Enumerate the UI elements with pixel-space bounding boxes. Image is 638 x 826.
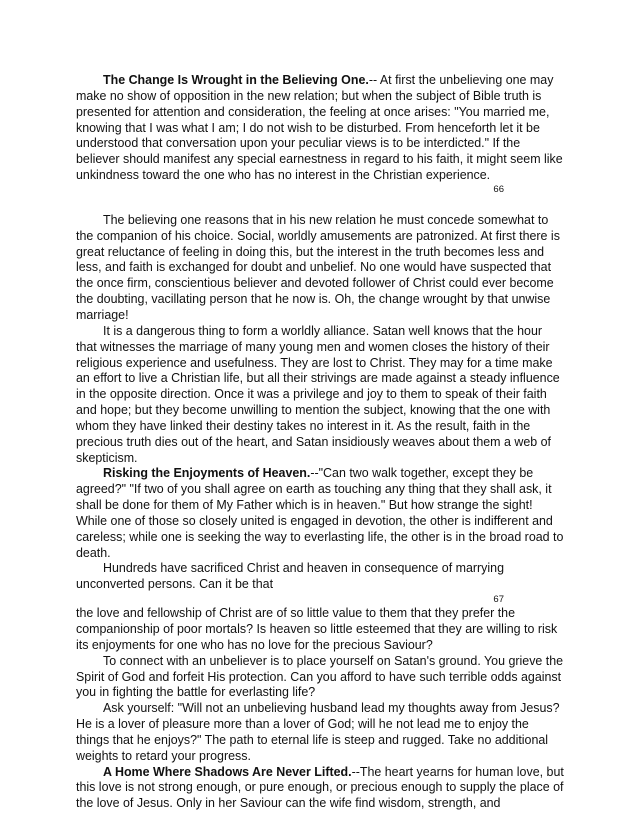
section-heading: A Home Where Shadows Are Never Lifted. (103, 764, 352, 779)
section-heading: The Change Is Wrought in the Believing One. (103, 73, 369, 87)
paragraph-continued: the love and fellowship of Christ are of so little value to them that they prefer the companionship of poor mortals? Is heaven so little esteemed that they are willing to risk its enjoyments for one who has no love for the precious Saviour? (76, 606, 558, 652)
paragraph-change-wrought (76, 73, 564, 184)
paragraph-dangerous-alliance: It is a dangerous thing to form a worldly alliance. Satan well knows that the hour that witnesses the marriage of many young men and women closes the history of their religious experience and usefulness. They are lost to Christ. They may for a time make an effort to live a Christian life, but all their strivings are made against a steady influence in the opposite direction. Once it was a privilege and joy to them to speak of their faith and hope; but they become unwilling to mention the subject, knowing that the one with whom they have linked their destiny takes no interest in it. As the result, faith in the precious truth dies out of the heart, and Satan insidiously weaves about them a web of skepticism. (76, 323, 560, 465)
paragraph-text: -- At first the unbelieving one may make no show of opposition in the new relation; but when the subject of Bible truth is presented for attention and consideration, the feeling at once arises: "You married me, knowing that I was what I am; I do not wish to be disturbed. From henceforth let it be understood that conversation upon your peculiar views is to be interdicted." If the believer should manifest any special earnestness in regard to his faith, it might seem like unkindness toward the one who has no interest in the Christian experience. (76, 73, 563, 183)
section-heading: Risking the Enjoyments of Heaven. (103, 466, 311, 481)
paragraph-text: --"Can two walk together, except they be agreed?" "If two of you shall agree on earth as touching any thing that they shall ask, it shall be done for them of My Father which is in heaven." But how strange the sight! While one of those so closely united is engaged in devotion, the other is indifferent and careless; while one is seeking the way to everlasting life, the other is in the broad road to death. (76, 466, 564, 560)
paragraph-satans-ground: To connect with an unbeliever is to place yourself on Satan's ground. You grieve the Spirit of God and forfeit His protection. Can you afford to have such terrible odds against you in fighting the battle for everlasting life? (76, 653, 564, 700)
document-page (76, 73, 564, 812)
page-number: 67 (493, 594, 504, 606)
paragraph-home-shadows (76, 765, 564, 813)
paragraph-believing-one-reasons: The believing one reasons that in his new relation he must concede somewhat to the companion of his choice. Social, worldly amusements are patronized. At first there is great reluctance of feeling in doing this, but the interest in the truth becomes less and less, and faith is exchanged for doubt and unbelief. No one would have suspected that the once firm, conscientious believer and devoted follower of Christ could ever become the doubting, vacillating person that he now is. Oh, the change wrought by that unwise marriage! (76, 212, 560, 322)
paragraph-ask-yourself: Ask yourself: "Will not an unbelieving husband lead my thoughts away from Jesus? He is a lover of pleasure more than a lover of God; will he not lead me to enjoy the things that he enjoys?" The path to eternal life is steep and rugged. Take no additional weights to retard your progress. (76, 701, 560, 763)
paragraph-hundreds-sacrificed: Hundreds have sacrificed Christ and heaven in consequence of marrying unconverted persons. Can it be that (76, 561, 504, 592)
paragraph-text: --The heart yearns for human love, but this love is not strong enough, or pure enough, or precious enough to supply the place of the love of Jesus. Only in her Saviour can the wife find wisdom, strength, and (76, 764, 564, 811)
page-number: 66 (493, 183, 504, 195)
paragraph-risking-heaven (76, 466, 564, 561)
